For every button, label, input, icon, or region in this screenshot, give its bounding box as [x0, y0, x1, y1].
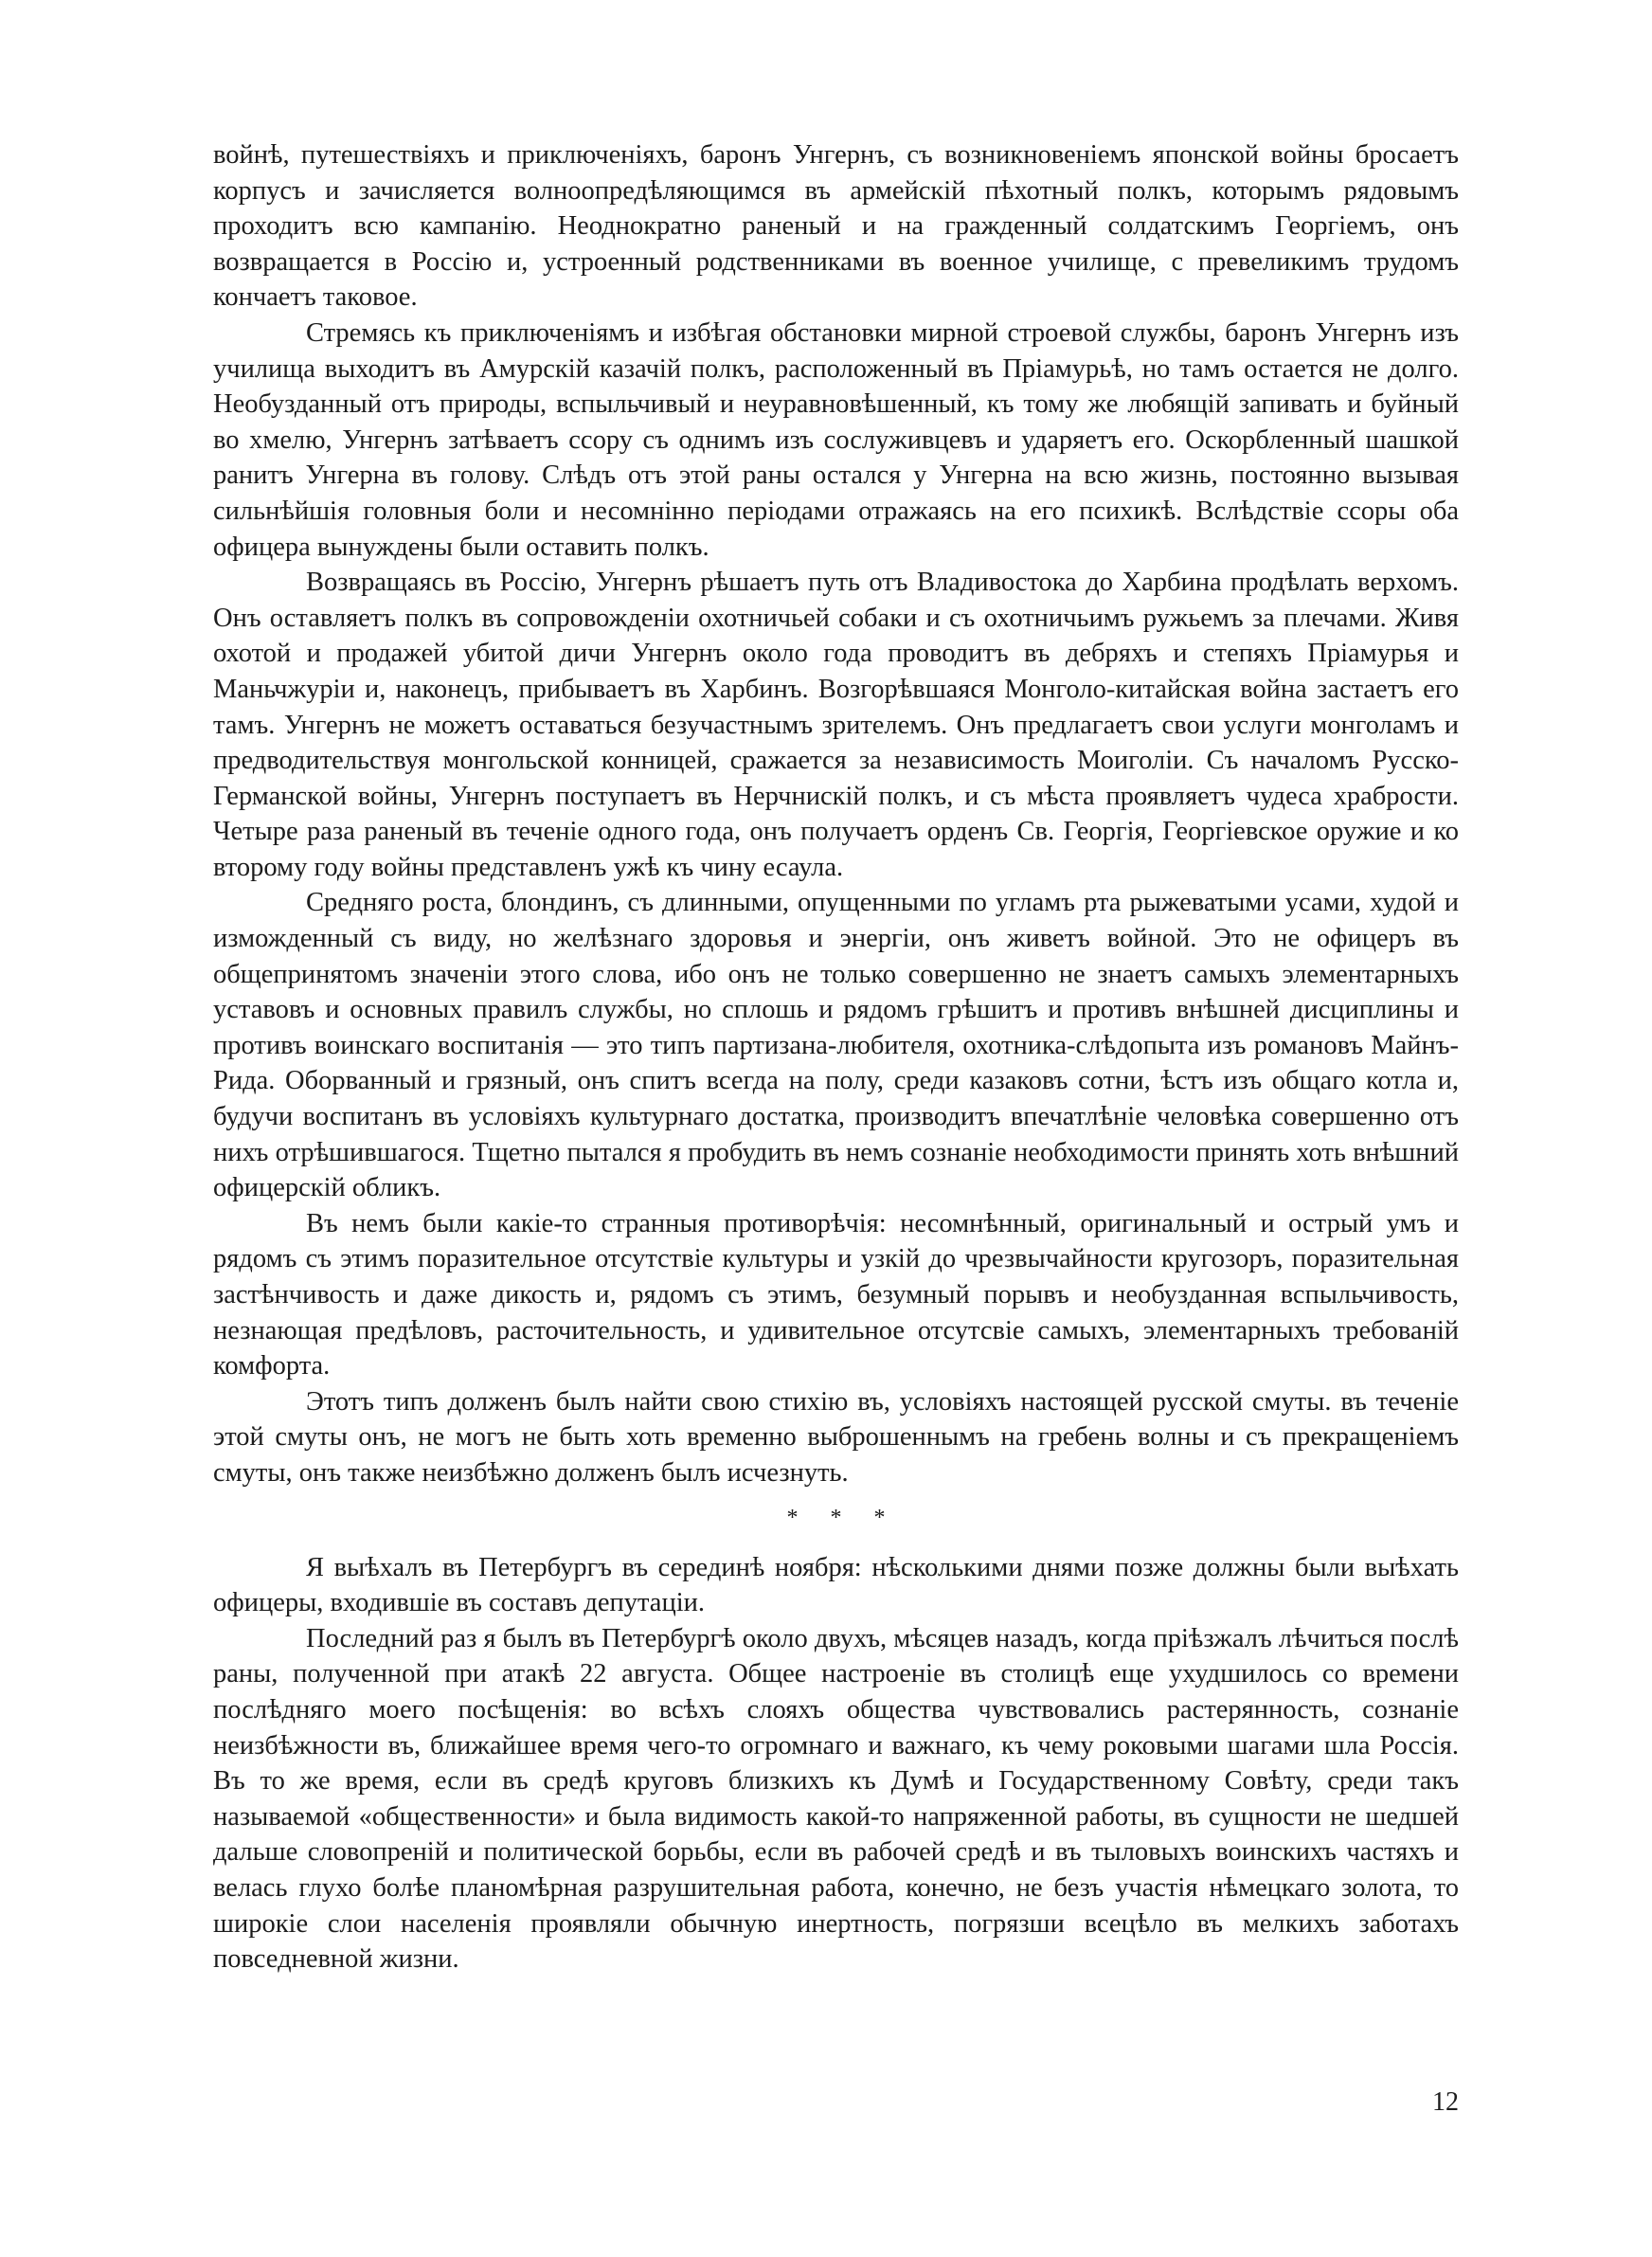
paragraph: Я выѣхалъ въ Петербургъ въ серединѣ ноября: нѣсколькими днями позже должны были выѣхать офицеры, входившіе въ составъ депутаціи. [213, 1552, 1459, 1618]
body-text [213, 137, 1459, 1977]
page-number: 12 [1432, 2087, 1459, 2117]
paragraph: Въ немъ были какіе-то странныя противорѣчія: несомнѣнный, оригинальный и острый умъ и рядомъ съ этимъ поразительное отсутствіе культуры и узкій до чрезвычайности кругозоръ, поразительная застѣнчивость и даже дикость и, рядомъ съ этимъ, безумный порывъ и необузданная вспыльчивость, незнающая предѣловъ, расточительность, и удивительное отсутсвіе самыхъ, элементарныхъ требованій комфорта. [213, 1208, 1459, 1381]
section-separator: * * * [786, 1505, 899, 1530]
paragraph: Этотъ типъ долженъ былъ найти свою стихію въ, условіяхъ настоящей русской смуты. въ теченіе этой смуты онъ, не могъ не быть хоть временно выброшеннымъ на гребень волны и съ прекращеніемъ смуты, онъ также неизбѣжно долженъ былъ исчезнуть. [213, 1386, 1459, 1488]
paragraph: Стремясь къ приключеніямъ и избѣгая обстановки мирной строевой службы, баронъ Унгернъ изъ училища выходитъ въ Амурскій казачій полкъ, расположенный въ Пріамурьѣ, но тамъ остается не долго. Необузданный отъ природы, вспыльчивый и неуравновѣшенный, къ тому же любящій запивать и буйный во хмелю, Унгернъ затѣваетъ ссору съ однимъ изъ сослуживцевъ и ударяетъ его. Оскорбленный шашкой ранитъ Унгерна въ голову. Слѣдъ отъ этой раны остался у Унгерна на всю жизнь, постоянно вызывая сильнѣйшія головныя боли и несомнінно періодами отражаясь на его психикѣ. Вслѣдствіе ссоры оба офицера вынуждены были оставить полкъ. [213, 317, 1459, 562]
paragraph-continuation: войнѣ, путешествіяхъ и приключеніяхъ, баронъ Унгернъ, съ возникновеніемъ японской войны бросаетъ корпусъ и зачисляется волноопредѣляющимся въ армейскій пѣхотный полкъ, которымъ рядовымъ проходитъ всю кампанію. Неоднократно раненый и на гражденный солдатскимъ Георгіемъ, онъ возвращается в Россію и, устроенный родственниками въ военное училище, с превеликимъ трудомъ кончаетъ таковое. [213, 140, 1459, 313]
paragraph: Возвращаясь въ Россію, Унгернъ рѣшаетъ путь отъ Владивостока до Харбина продѣлать верхомъ. Онъ оставляетъ полкъ въ сопровожденіи охотничьей собаки и съ охотничьимъ ружьемъ за плечами. Живя охотой и продажей убитой дичи Унгернъ около года проводитъ въ дебряхъ и степяхъ Пріамурья и Маньчжуріи и, наконецъ, прибываетъ въ Харбинъ. Возгорѣвшаяся Монголо-китайская война застаетъ его тамъ. Унгернъ не можетъ оставаться безучастнымъ зрителемъ. Онъ предлагаетъ свои услуги монголамъ и предводительствуя монгольской конницей, сражается за независимость Моиголіи. Съ началомъ Русско-Германской войны, Унгернъ поступаетъ въ Нерчнискій полкъ, и съ мѣста проявляетъ чудеса храбрости. Четыре раза раненый въ теченіе одного года, онъ получаетъ орденъ Св. Георгія, Георгіевское оружие и ко второму году войны представленъ ужѣ къ чину есаула. [213, 568, 1459, 882]
paragraph: Последний раз я былъ въ Петербургѣ около двухъ, мѣсяцев назадъ, когда пріѣзжалъ лѣчиться послѣ раны, полученной при атакѣ 22 августа. Общее настроеніе въ столицѣ еще ухудшилось со времени послѣдняго моего посѣщенія: во всѣхъ слояхъ общества чувствовались растерянность, сознаніе неизбѣжности въ, ближайшее время чего-то огромнаго и важнаго, къ чему роковыми шагами шла Россія. Въ то же время, если въ средѣ круговъ близкихъ къ Думѣ и Государственному Совѣту, среди такъ называемой «общественности» и была видимость какой-то напряженной работы, въ сущности не шедшей дальше словопреній и политической борьбы, если въ рабочей средѣ и въ тыловыхъ воинскихъ частяхъ и велась глухо болѣе планомѣрная разрушительная работа, конечно, не безъ участія нѣмецкаго золота, то широкіе слои населенія проявляли обычную инертность, погрязши всецѣло въ мелкихъ заботахъ повседневной жизни. [213, 1623, 1459, 1975]
paragraph: Средняго роста, блондинъ, съ длинными, опущенными по угламъ рта рыжеватыми усами, худой и изможденный съ виду, но желѣзнаго здоровья и энергіи, онъ живетъ войной. Это не офицеръ въ общепринятомъ значеніи этого слова, ибо онъ не только совершенно не знаетъ самыхъ элементарныхъ уставовъ и основных правилъ службы, но сплошь и рядомъ грѣшитъ и противъ внѣшней дисциплины и противъ воинскаго воспитанія — это типъ партизана-любителя, охотника-слѣдопыта изъ романовъ Майнъ-Рида. Оборванный и грязный, онъ спитъ всегда на полу, среди казаковъ сотни, ѣстъ изъ общаго котла и, будучи воспитанъ въ условіяхъ культурнаго достатка, производитъ впечатлѣніе человѣка совершенно отъ нихъ отрѣшившагося. Тщетно пытался я пробудить въ немъ сознаніе необходимости принять хоть внѣшний офицерскій обликъ. [213, 888, 1459, 1203]
